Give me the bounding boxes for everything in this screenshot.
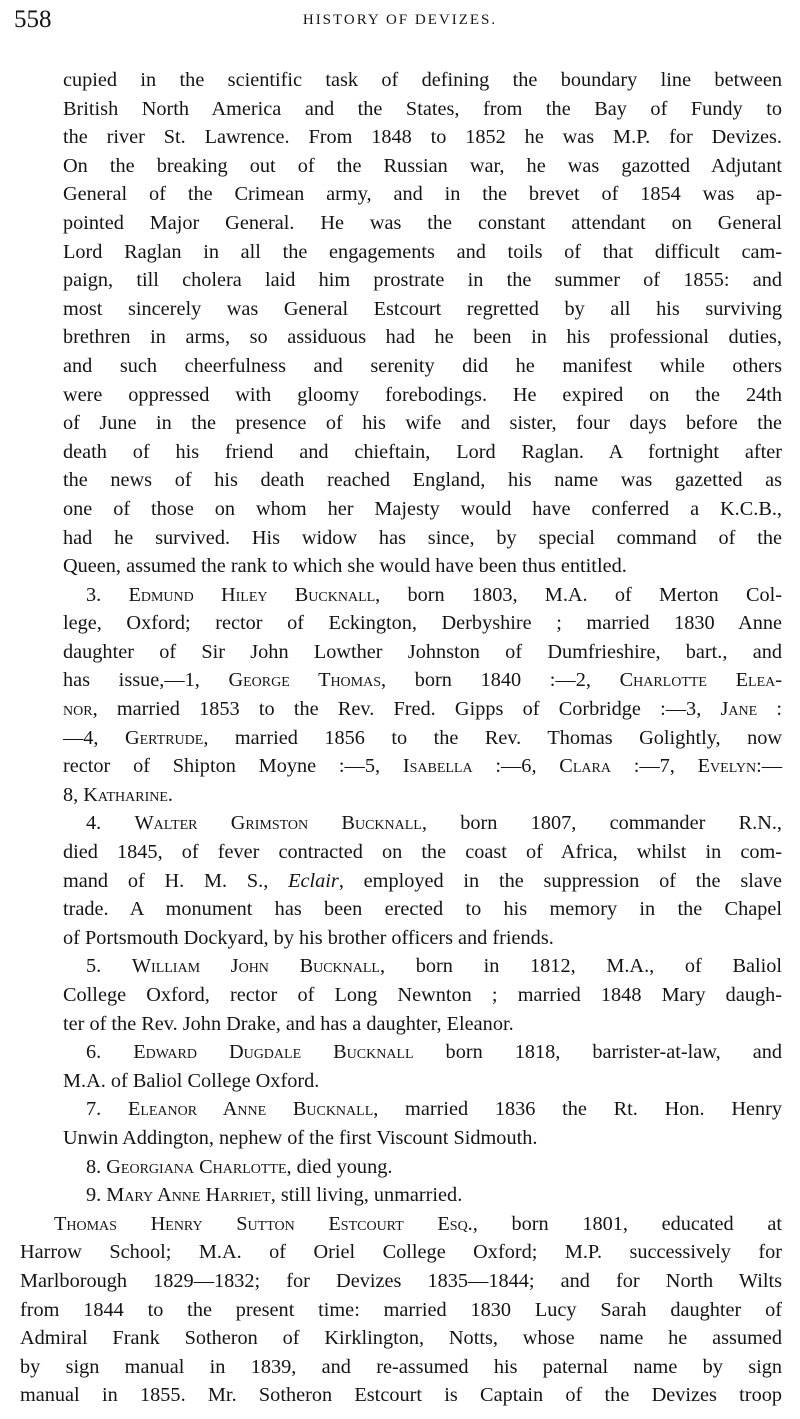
text-run: , married 1853 to the Rev. Fred. Gipps of Corbridge :—3, — [92, 698, 721, 721]
text-run: 6. — [86, 1041, 134, 1064]
text-run: rector of Shipton Moyne :—5, — [63, 755, 403, 778]
text-line — [20, 1381, 782, 1410]
text-line — [63, 952, 782, 981]
text-line — [63, 1181, 782, 1210]
text-run: :—7, — [610, 755, 698, 778]
text-line — [63, 809, 782, 838]
person-name-small-caps: nor — [63, 698, 93, 721]
text-run: trade. A monument has been erected to his memory in the Chapel — [63, 898, 782, 921]
text-run: , born in 1812, M.A., of Baliol — [380, 955, 783, 978]
text-run: , employed in the suppression of the slave — [338, 869, 782, 892]
text-line — [63, 238, 782, 267]
text-run: and such cheerfulness and serenity did he manifest while others — [63, 354, 782, 377]
text-run: , married 1856 to the Rev. Thomas Golightly, now — [203, 726, 783, 749]
running-head: HISTORY OF DEVIZES. — [302, 12, 498, 28]
text-run: , still living, unmarried. — [270, 1184, 463, 1207]
text-line — [63, 695, 782, 724]
text-line — [63, 924, 782, 953]
text-line — [63, 666, 782, 695]
text-line — [63, 981, 782, 1010]
text-run: 3. — [86, 583, 129, 606]
text-line — [20, 1238, 782, 1267]
text-line — [63, 295, 782, 324]
text-run: , born 1803, M.A. of Merton Col- — [375, 583, 783, 606]
text-run: , born 1807, commander R.N., — [421, 812, 783, 835]
person-name-small-caps: Gertrude — [124, 726, 204, 749]
text-line — [63, 1095, 782, 1124]
text-run: the news of his death reached England, his name was gazetted as — [63, 469, 782, 492]
text-run: Harrow School; M.A. of Oriel College Oxford; M.P. successively for — [20, 1241, 782, 1264]
person-name-small-caps: Isabella — [402, 755, 473, 778]
text-run: paign, till cholera laid him prostrate in the summer of 1855: and — [63, 269, 782, 292]
text-run: 8. — [86, 1155, 107, 1178]
person-name-small-caps: Edward Dugdale Bucknall — [133, 1041, 414, 1064]
text-line — [63, 1067, 782, 1096]
text-run: the river St. Lawrence. From 1848 to 1852 he was M.P. for Devizes. — [63, 126, 782, 149]
text-run: , born 1840 :—2, — [381, 669, 620, 692]
text-run: of Portsmouth Dockyard, by his brother officers and friends. — [63, 926, 554, 949]
text-line — [63, 180, 782, 209]
person-name-small-caps: Jane — [720, 698, 758, 721]
text-run: , married 1836 the Rt. Hon. Henry — [373, 1098, 783, 1121]
person-name-small-caps: Thomas Henry Sutton Estcourt Esq. — [54, 1212, 473, 1235]
person-name-small-caps: Eleanor Anne Bucknall — [127, 1098, 374, 1121]
text-run: Admiral Frank Sotheron of Kirklington, Notts, whose name he assumed — [20, 1327, 782, 1350]
text-line — [63, 581, 782, 610]
text-run: 8, — [63, 783, 84, 806]
text-run: On the breaking out of the Russian war, he was gazotted Adjutant — [63, 154, 782, 177]
text-run: ter of the Rev. John Drake, and has a daughter, Eleanor. — [63, 1012, 514, 1035]
text-line — [20, 1210, 782, 1239]
text-run: British North America and the States, from the Bay of Fundy to — [63, 97, 782, 120]
text-run: 9. — [86, 1184, 107, 1207]
text-line — [63, 1153, 782, 1182]
person-name-small-caps: George Thomas — [228, 669, 382, 692]
text-run: of June in the presence of his wife and sister, four days before the — [63, 412, 782, 435]
text-run: Unwin Addington, nephew of the first Viscount Sidmouth. — [63, 1126, 538, 1149]
text-line — [20, 1267, 782, 1296]
text-run: by sign manual in 1839, and re-assumed his paternal name by sign — [20, 1355, 782, 1378]
text-line — [63, 638, 782, 667]
text-line — [63, 66, 782, 95]
text-run: . — [167, 783, 173, 806]
text-line — [63, 209, 782, 238]
text-line — [63, 895, 782, 924]
text-run: 5. — [86, 955, 132, 978]
ship-name-italic: Eclair — [288, 869, 339, 892]
text-run: death of his friend and chieftain, Lord Raglan. A fortnight after — [63, 440, 782, 463]
text-line — [63, 1124, 782, 1153]
person-name-small-caps: Mary Anne Harriet — [106, 1184, 271, 1207]
text-run: :—6, — [472, 755, 560, 778]
text-line — [63, 1010, 782, 1039]
text-line — [63, 524, 782, 553]
text-run: Queen, assumed the rank to which she would have been thus entitled. — [63, 555, 627, 578]
text-line — [63, 552, 782, 581]
page-number: 558 — [14, 6, 52, 33]
text-line — [63, 752, 782, 781]
text-run: from 1844 to the present time: married 1830 Lucy Sarah daughter of — [20, 1298, 782, 1321]
text-run: Marlborough 1829—1832; for Devizes 1835—1844; and for North Wilts — [20, 1269, 782, 1292]
text-line — [63, 609, 782, 638]
text-line — [63, 438, 782, 467]
text-run: daughter of Sir John Lowther Johnston of Dumfrieshire, bart., and — [63, 640, 782, 663]
text-line — [63, 266, 782, 295]
text-run: , died young. — [286, 1155, 393, 1178]
text-run: General of the Crimean army, and in the brevet of 1854 was ap- — [63, 183, 782, 206]
text-line — [20, 1296, 782, 1325]
person-name-small-caps: Evelyn — [697, 755, 757, 778]
text-run: had he survived. His widow has since, by special command of the — [63, 526, 782, 549]
text-line — [63, 838, 782, 867]
text-run: were oppressed with gloomy forebodings. He expired on the 24th — [63, 383, 782, 406]
person-name-small-caps: Georgiana Charlotte — [106, 1155, 287, 1178]
text-run: one of those on whom her Majesty would have conferred a K.C.B., — [63, 497, 782, 520]
text-line — [63, 381, 782, 410]
text-run: has issue,—1, — [63, 669, 229, 692]
text-run: cupied in the scientific task of defining the boundary line between — [63, 69, 782, 91]
text-run: :— — [756, 755, 782, 778]
text-line — [63, 323, 782, 352]
text-line — [63, 352, 782, 381]
text-line — [63, 152, 782, 181]
text-line — [63, 409, 782, 438]
text-run: —4, — [63, 726, 125, 749]
text-line — [63, 1038, 782, 1067]
text-run: Lord Raglan in all the engagements and toils of that difficult cam- — [63, 240, 782, 263]
person-name-small-caps: Katharine — [83, 783, 168, 806]
text-line — [63, 466, 782, 495]
person-name-small-caps: Walter Grimston Bucknall — [134, 812, 422, 835]
person-name-small-caps: Edmund Hiley Bucknall — [128, 583, 376, 606]
text-run: born 1818, barrister-at-law, and — [413, 1041, 782, 1064]
person-name-small-caps: William John Bucknall — [131, 955, 380, 978]
text-run: M.A. of Baliol College Oxford. — [63, 1069, 320, 1092]
person-name-small-caps: Charlotte Elea- — [619, 669, 782, 692]
text-run: most sincerely was General Estcourt regretted by all his surviving — [63, 297, 782, 320]
text-run: : — [757, 698, 782, 721]
text-line — [20, 1324, 782, 1353]
person-name-small-caps: Clara — [559, 755, 611, 778]
text-line — [63, 724, 782, 753]
text-run: mand of H. M. S., — [63, 869, 289, 892]
text-run: , born 1801, educated at — [472, 1212, 782, 1235]
text-run: manual in 1855. Mr. Sotheron Estcourt is Captain of the Devizes troop — [20, 1384, 782, 1407]
text-line — [63, 495, 782, 524]
text-run: pointed Major General. He was the constant attendant on General — [63, 211, 782, 234]
text-run: lege, Oxford; rector of Eckington, Derbyshire ; married 1830 Anne — [63, 612, 782, 635]
text-line — [63, 781, 782, 810]
text-line — [63, 95, 782, 124]
text-run: College Oxford, rector of Long Newnton ; married 1848 Mary daugh- — [63, 984, 782, 1006]
text-run: 4. — [86, 812, 135, 835]
text-line — [63, 123, 782, 152]
text-run: 7. — [86, 1098, 128, 1121]
text-run: died 1845, of fever contracted on the coast of Africa, whilst in com- — [63, 841, 782, 864]
text-line — [20, 1353, 782, 1382]
text-line — [63, 867, 782, 896]
page-body-text — [0, 66, 800, 1410]
text-run: brethren in arms, so assiduous had he been in his professional duties, — [63, 326, 782, 349]
